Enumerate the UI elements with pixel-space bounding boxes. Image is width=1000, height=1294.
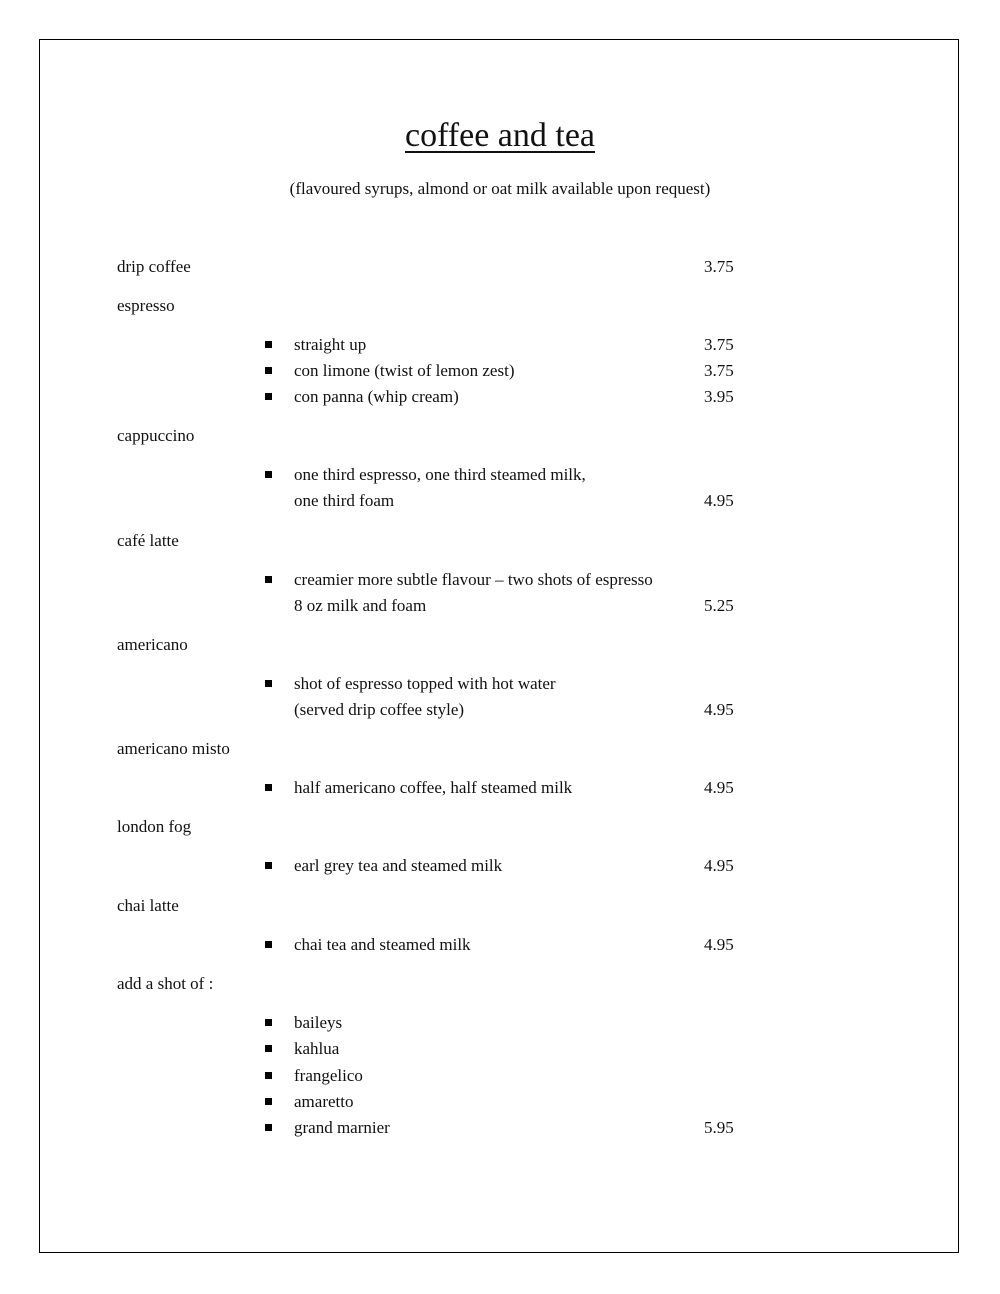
espresso-option-price: 3.75: [704, 335, 734, 354]
cappuccino-description-line: one third espresso, one third steamed milk,: [294, 465, 586, 484]
item-americano-misto: americano misto: [117, 739, 230, 758]
cappuccino-description-line: one third foam: [294, 491, 395, 510]
americano-description-line: shot of espresso topped with hot water: [294, 674, 556, 693]
item-london-fog: london fog: [117, 817, 192, 836]
add-shot-option: kahlua: [294, 1039, 340, 1058]
item-espresso: espresso: [117, 296, 175, 315]
bullet-icon: [265, 1098, 272, 1105]
bullet-icon: [265, 1072, 272, 1079]
price-chai-latte: 4.95: [704, 935, 734, 954]
item-chai-latte: chai latte: [117, 896, 179, 915]
bullet-icon: [265, 1045, 272, 1052]
espresso-option: con panna (whip cream): [294, 387, 459, 406]
bullet-icon: [265, 1124, 272, 1131]
item-cappuccino: cappuccino: [117, 426, 195, 445]
bullet-icon: [265, 393, 272, 400]
add-shot-option: frangelico: [294, 1066, 363, 1085]
price-london-fog: 4.95: [704, 856, 734, 875]
item-americano: americano: [117, 635, 188, 654]
menu-subtitle: (flavoured syrups, almond or oat milk available upon request): [289, 179, 711, 198]
price-cafe-latte: 5.25: [704, 596, 734, 615]
add-shot-option: baileys: [294, 1013, 343, 1032]
price-add-shot: 5.95: [704, 1118, 734, 1137]
cafe-latte-description-line: 8 oz milk and foam: [294, 596, 427, 615]
price-cappuccino: 4.95: [704, 491, 734, 510]
menu-title: coffee and tea: [404, 117, 596, 154]
price-drip-coffee: 3.75: [704, 257, 734, 276]
item-drip-coffee: drip coffee: [117, 257, 191, 276]
americano-misto-description: half americano coffee, half steamed milk: [294, 778, 573, 797]
bullet-icon: [265, 862, 272, 869]
bullet-icon: [265, 576, 272, 583]
bullet-icon: [265, 784, 272, 791]
chai-latte-description: chai tea and steamed milk: [294, 935, 471, 954]
bullet-icon: [265, 471, 272, 478]
price-americano-misto: 4.95: [704, 778, 734, 797]
espresso-option: straight up: [294, 335, 367, 354]
bullet-icon: [265, 680, 272, 687]
bullet-icon: [265, 1019, 272, 1026]
bullet-icon: [265, 941, 272, 948]
cafe-latte-description-line: creamier more subtle flavour – two shots of espresso: [294, 570, 653, 589]
item-add-shot: add a shot of :: [117, 974, 214, 993]
americano-description-line: (served drip coffee style): [294, 700, 465, 719]
bullet-icon: [265, 341, 272, 348]
bullet-icon: [265, 367, 272, 374]
item-cafe-latte: café latte: [117, 531, 179, 550]
add-shot-option: grand marnier: [294, 1118, 390, 1137]
espresso-option-price: 3.75: [704, 361, 734, 380]
espresso-option-price: 3.95: [704, 387, 734, 406]
price-americano: 4.95: [704, 700, 734, 719]
add-shot-option: amaretto: [294, 1092, 354, 1111]
london-fog-description: earl grey tea and steamed milk: [294, 856, 503, 875]
espresso-option: con limone (twist of lemon zest): [294, 361, 515, 380]
